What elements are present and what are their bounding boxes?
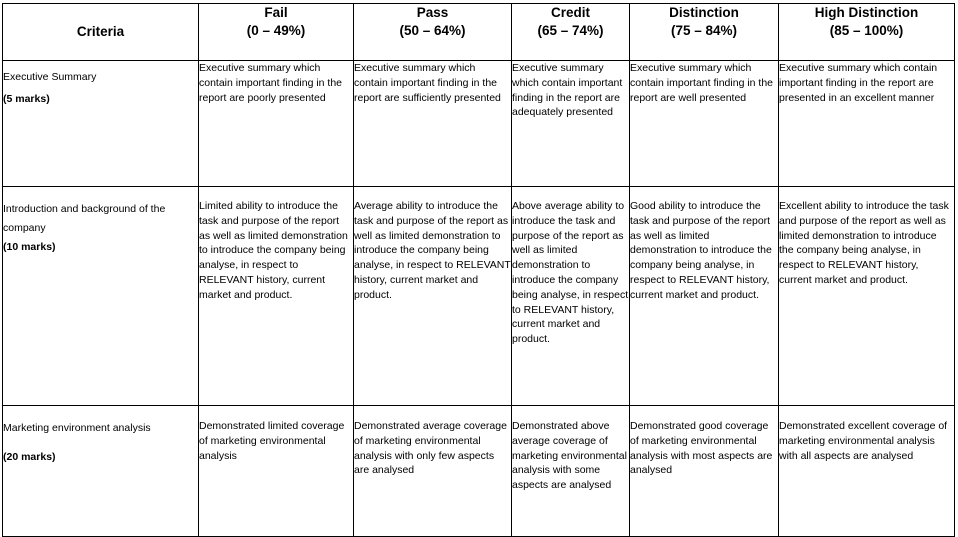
criterion-name: Executive Summary	[3, 71, 97, 83]
header-row	[3, 4, 955, 61]
descriptor-cell: Demonstrated above average coverage of marketing environmental analysis with some aspects are analysed	[512, 406, 630, 537]
descriptor-cell: Demonstrated average coverage of marketing environmental analysis with only few aspects are analysed	[354, 406, 512, 537]
criterion-marks: (10 marks)	[3, 241, 56, 253]
descriptor-cell: Average ability to introduce the task and purpose of the report as well as limited demonstration to introduce the company being analyse, in respect to RELEVANT history, current market and product.	[354, 187, 512, 406]
grade-name: Fail	[264, 5, 288, 20]
criterion-name: Marketing environment analysis	[3, 422, 151, 434]
descriptor-cell: Executive summary which contain important finding in the report are sufficiently presented	[354, 61, 512, 187]
grade-header-distinction	[630, 4, 779, 61]
grade-name: Credit	[550, 5, 590, 20]
grade-header-high-distinction	[779, 4, 955, 61]
criterion-cell	[3, 61, 199, 187]
descriptor-cell: Demonstrated good coverage of marketing environmental analysis with most aspects are analysed	[630, 406, 779, 537]
criterion-marks: (5 marks)	[3, 93, 50, 105]
descriptor-cell: Excellent ability to introduce the task and purpose of the report as well as limited demonstration to introduce the company being analyse, in respect to RELEVANT history, current market and product.	[779, 187, 955, 406]
grade-range: (75 – 84%)	[670, 23, 738, 38]
descriptor-cell: Limited ability to introduce the task and purpose of the report as well as limited demonstration to introduce the company being analyse, in respect to RELEVANT history, current market and product.	[199, 187, 354, 406]
grade-header-fail	[199, 4, 354, 61]
grade-name: Pass	[416, 5, 449, 20]
table-row	[3, 406, 955, 537]
criterion-name: Introduction and background of the company	[3, 203, 166, 234]
descriptor-cell: Good ability to introduce the task and purpose of the report as well as limited demonstration to introduce the company being analyse, in respect to RELEVANT history, current market and product.	[630, 187, 779, 406]
grade-range: (85 – 100%)	[829, 23, 904, 38]
descriptor-cell: Above average ability to introduce the task and purpose of the report as well as limited demonstration to introduce the company being analyse, in respect to RELEVANT history, current market and product.	[512, 187, 630, 406]
descriptor-cell: Executive summary which contain important finding in the report are adequately presented	[512, 61, 630, 187]
grade-range: (65 – 74%)	[537, 23, 604, 38]
table-row	[3, 61, 955, 187]
criterion-cell	[3, 187, 199, 406]
rubric-table	[2, 3, 955, 537]
descriptor-cell: Demonstrated limited coverage of marketing environmental analysis	[199, 406, 354, 537]
grade-name: High Distinction	[814, 5, 919, 20]
criterion-cell	[3, 406, 199, 537]
descriptor-cell: Executive summary which contain important finding in the report are well presented	[630, 61, 779, 187]
grade-header-credit	[512, 4, 630, 61]
table-row	[3, 187, 955, 406]
grade-header-pass	[354, 4, 512, 61]
grade-range: (0 – 49%)	[246, 23, 306, 38]
descriptor-cell: Executive summary which contain important finding in the report are presented in an excellent manner	[779, 61, 955, 187]
descriptor-cell: Demonstrated excellent coverage of marketing environmental analysis with all aspects are analysed	[779, 406, 955, 537]
grade-range: (50 – 64%)	[399, 23, 466, 38]
descriptor-cell: Executive summary which contain important finding in the report are poorly presented	[199, 61, 354, 187]
criterion-marks: (20 marks)	[3, 451, 56, 463]
criteria-header: Criteria	[3, 4, 199, 61]
grade-name: Distinction	[669, 5, 739, 20]
